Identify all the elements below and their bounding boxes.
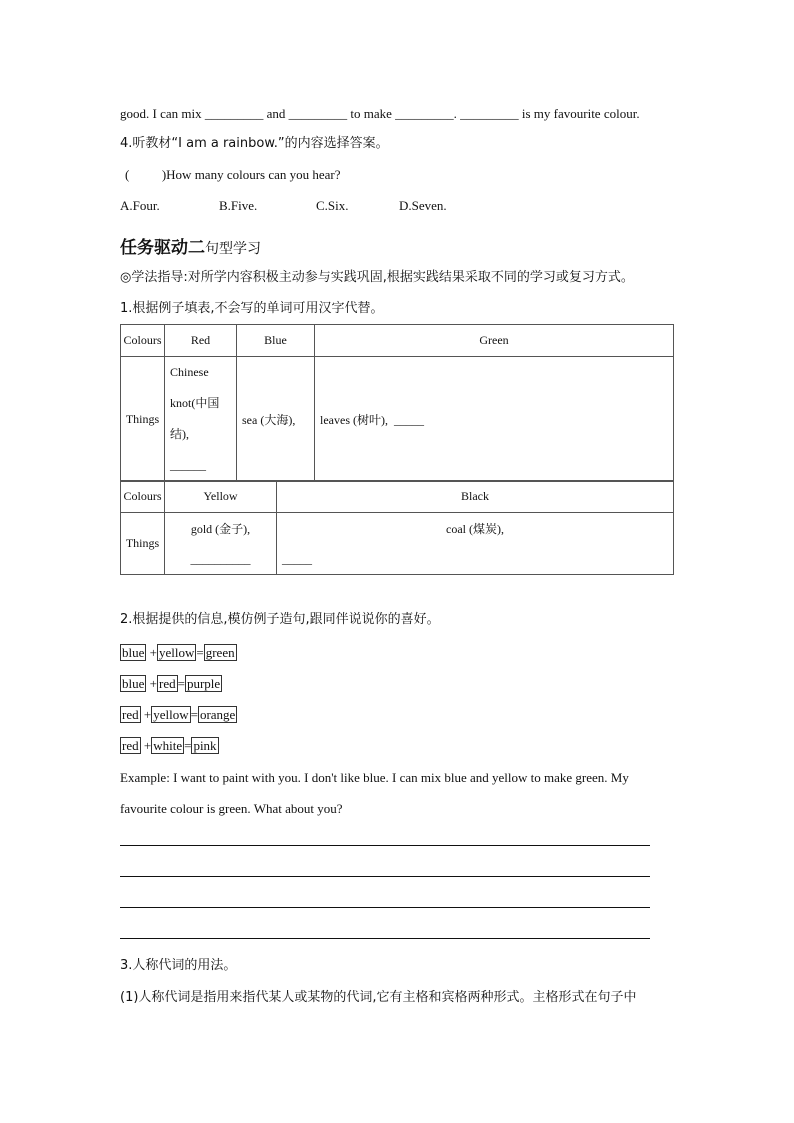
colour-box: purple: [186, 676, 221, 691]
fill-in-sentence: good. I can mix _________ and _________ to make _________. _________ is my favourite colour.: [120, 106, 640, 121]
table-header-colours: Colours: [121, 481, 165, 513]
table-header-yellow: Yellow: [165, 481, 277, 513]
table-header-blue: Blue: [237, 325, 315, 357]
answer-line[interactable]: [120, 938, 650, 939]
colour-box: red: [122, 738, 139, 753]
colour-mix-row: [120, 645, 237, 661]
green-thing: leaves (树叶),: [320, 412, 388, 427]
colour-box: yellow: [153, 707, 189, 722]
answer-line[interactable]: [120, 876, 650, 877]
section-subtitle: 句型学习: [205, 241, 261, 257]
study-guide: ◎学法指导:对所学内容积极主动参与实践巩固,根据实践结果采取不同的学习或复习方式。: [120, 270, 634, 285]
colour-box: orange: [199, 707, 236, 722]
colour-box: blue: [122, 676, 145, 691]
question-1-title: 1.根据例子填表,不会写的单词可用汉字代替。: [120, 301, 384, 316]
red-things-cell: [165, 357, 237, 482]
black-thing: coal (煤炭),: [446, 521, 504, 536]
section-heading: [120, 233, 261, 258]
red-thing-line: 结),: [170, 427, 189, 441]
option-a[interactable]: A.Four.: [120, 198, 160, 213]
colour-mix-row: [120, 738, 219, 754]
question-2-title: 2.根据提供的信息,模仿例子造句,跟同伴说说你的喜好。: [120, 612, 440, 627]
colours-table-1: [120, 324, 674, 482]
option-b[interactable]: B.Five.: [219, 198, 258, 213]
green-blank[interactable]: _____: [393, 412, 424, 427]
equals-sign: =: [184, 738, 192, 753]
colour-box: red: [158, 676, 176, 691]
table-header-colours: Colours: [121, 325, 165, 357]
colour-box: pink: [193, 738, 217, 753]
plus-sign: +: [149, 676, 157, 691]
equals-sign: =: [196, 645, 204, 660]
yellow-thing: gold (金子),: [190, 521, 251, 536]
option-d[interactable]: D.Seven.: [399, 198, 447, 213]
red-thing-line: Chinese: [170, 365, 209, 379]
question-4-text: How many colours can you hear?: [166, 167, 341, 182]
yellow-things-cell: [165, 513, 277, 575]
option-c[interactable]: C.Six.: [316, 198, 349, 213]
plus-sign: +: [149, 645, 157, 660]
colour-mix-row: [120, 707, 237, 723]
green-things-cell: [315, 357, 674, 482]
yellow-blank[interactable]: __________: [190, 551, 251, 566]
answer-line[interactable]: [120, 845, 650, 846]
table-header-green: Green: [315, 325, 674, 357]
equals-sign: =: [177, 676, 185, 691]
colour-box: green: [205, 645, 235, 660]
answer-bracket[interactable]: ( ): [125, 167, 167, 182]
section-title: 任务驱动二: [120, 238, 205, 258]
table-row-label-things: Things: [121, 357, 165, 482]
table-row-label-things: Things: [121, 513, 165, 575]
table-header-black: Black: [277, 481, 674, 513]
black-things-cell: [277, 513, 674, 575]
colour-box: white: [153, 738, 183, 753]
colour-box: yellow: [158, 645, 195, 660]
answer-line[interactable]: [120, 907, 650, 908]
colour-mix-row: [120, 676, 222, 692]
table-header-red: Red: [165, 325, 237, 357]
question-3-title: 3.人称代词的用法。: [120, 958, 237, 973]
plus-sign: +: [143, 707, 152, 722]
plus-sign: +: [143, 738, 152, 753]
blue-things-cell: sea (大海),: [237, 357, 315, 482]
example-line-1: Example: I want to paint with you. I don't like blue. I can mix blue and yellow to make green. My: [120, 770, 629, 785]
red-blank[interactable]: ______: [170, 458, 206, 472]
equals-sign: =: [190, 707, 198, 722]
colour-box: red: [122, 707, 139, 722]
red-thing-line: knot(中国: [170, 396, 220, 410]
colour-box: blue: [122, 645, 145, 660]
question-4: [125, 167, 341, 183]
black-blank[interactable]: _____: [282, 551, 312, 566]
colours-table-2: [120, 480, 674, 575]
question-3-paragraph: (1)人称代词是指用来指代某人或某物的代词,它有主格和宾格两种形式。主格形式在句子中: [120, 990, 637, 1005]
example-line-2: favourite colour is green. What about you?: [120, 801, 343, 816]
question-4-title: 4.听教材“I am a rainbow.”的内容选择答案。: [120, 136, 389, 151]
